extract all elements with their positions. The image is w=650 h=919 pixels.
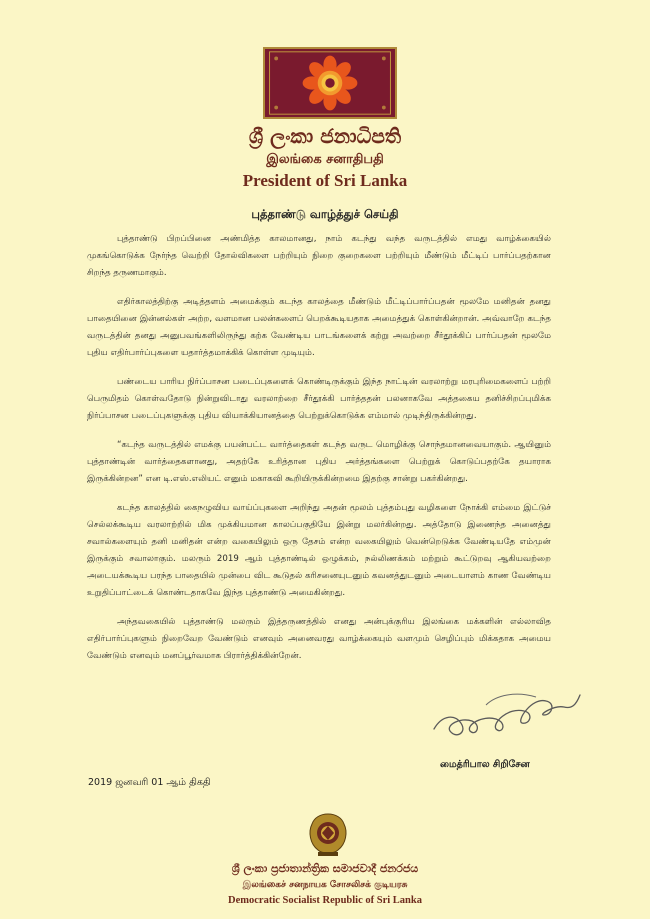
footer-tamil: இலங்கைச் சனநாயக சோசலிசக் குடியரசு [242, 880, 408, 890]
header-english: President of Sri Lanka [242, 171, 408, 190]
presidential-emblem [263, 47, 397, 119]
handwritten-signature-icon [426, 685, 586, 745]
paragraph-4: “கடந்த வருடத்தில் எமக்கு பயன்பட்ட வார்த்தைகள் கடந்த வருட மொழிக்கு சொந்தமானவையாகும். ஆயினும் புத்தாண்டின் வார்த்தைகளானது, அதற்கே உரித்தான புதிய அர்த்தங்களை பெற்றுக் கொடுப்பதற்கே தயாராக இருக்கின்றன” என டி.எஸ்.எலியட் எனும் மகாகவி கூறியிருக்கின்றமை இதற்கு சான்று பகர்கின்றது. [87, 440, 551, 484]
paragraph-5: கடந்த காலத்தில் கைநழுவிய வாய்ப்புகளை அறிந்து அதன் மூலம் புத்தம்புது வழிகளை நோக்கி எம்மை இட்டுச் செல்லக்கூடிய வரலாற்றில் மிக முக்கியமான காலப்பகுதியே இன்று மலர்கின்றது. அத்தோடு இணைந்த அனைத்து சவால்களையும் தனி மனிதன் என்ற வகையிலும் ஒரு தேசம் என்ற வகையிலும் வென்றெடுக்க வேண்டியதே எம்முன் இருக்கும் சவாலாகும். மலரும் 2019 ஆம் புத்தாண்டில் ஒழுக்கம், நல்லிணக்கம் மற்றும் கூட்டுறவு ஆகியவற்றை அடையக்கூடிய பரந்த பாதையில் முன்பை விட கூடுதல் கரிசனையுடனும் கவனத்துடனும் அடையாளம் காண வேண்டிய உறுதிப்பாட்டைக் கொண்டதாகவே இந்த புத்தாண்டு அமைகின்றது. [87, 503, 551, 598]
paragraph-1: புத்தாண்டு பிறப்பினை அண்மித்த காலமானது, நாம் கடந்து வந்த வருடத்தில் எமது வாழ்க்கையில் முகங்கொடுக்க நேர்ந்த வெற்றி தோல்விகளை பற்றியும் நிறை குறைகளை பற்றியும் மீண்டும் மீட்டிப் பார்ப்பதற்கான சிறந்த தருணமாகும். [87, 234, 551, 278]
message-title: புத்தாண்டு வாழ்த்துச் செய்தி [251, 207, 399, 221]
paragraph-6: அந்தவகையில் புத்தாண்டு மலரும் இத்தருணத்தில் எனது அன்புக்குரிய இலங்கை மக்களின் எல்லாவித எதிர்பார்ப்புகளும் நிறைவேற வேண்டும் எனவும் அனைவரது வாழ்க்கையும் வளமும் செழிப்பும் மிக்கதாக அமைய வேண்டும் எனவும் மனப்பூர்வமாக பிரார்த்திக்கின்றேன். [87, 617, 551, 661]
message-date: 2019 ஜனவரி 01 ஆம் திகதி [88, 777, 211, 788]
coat-of-arms-seal-icon [306, 812, 350, 858]
signatory-name: மைத்ரிபால சிறிசேன [440, 759, 530, 770]
paragraph-3: பண்டைய பாரிய நிர்ப்பாசன படைப்புகளைக் கொண்டிருக்கும் இந்த நாட்டின் வரலாற்று மரபுரிமைகளைப் பற்றி பெருமிதம் கொள்வதோடு நின்றுவிடாது வரலாற்றை சீர்தூக்கி பார்த்ததன் பலனாகவே அத்தகைய தனிச்சிறப்புமிக்க நிர்ப்பாசன படைப்புகளுக்கு புதிய வியாக்கியானத்தை பெற்றுக்கொடுக்க எம்மால் முடிந்திருக்கின்றது. [87, 377, 551, 421]
footer-english: Democratic Socialist Republic of Sri Lanka [228, 895, 422, 906]
footer-sinhala: ශ්‍රී ලංකා ප්‍රජාතාන්ත්‍රික සමාජවාදී ජනරජය [231, 862, 419, 875]
lotus-emblem-icon [265, 49, 395, 117]
paragraph-2: எதிர்காலத்திற்கு அடித்தளம் அமைக்கும் கடந்த காலத்தை மீண்டும் மீட்டிப்பார்ப்பதன் மூலமே மனிதன் தனது பாதையினை இன்னல்கள் அற்ற, வளமான பலன்களைப் பெறக்கூடியதாக அமைத்துக் கொள்கின்றான். அவ்வாறே கடந்த வருடத்தின் தனது அனுபவங்களிலிருந்து கற்க வேண்டிய பாடங்களைக் கற்று அவற்றை சீர்தூக்கிப் பார்ப்பதன் மூலமே புதிய எதிர்பார்ப்புகளை யதார்த்தமாக்கிக் கொள்ள முடியும். [87, 297, 551, 358]
header-tamil: இலங்கை சனாதிபதி [266, 152, 384, 167]
message-body [87, 231, 551, 677]
header-sinhala: ශ්‍රී ලංකා ජනාධිපති [248, 124, 402, 148]
